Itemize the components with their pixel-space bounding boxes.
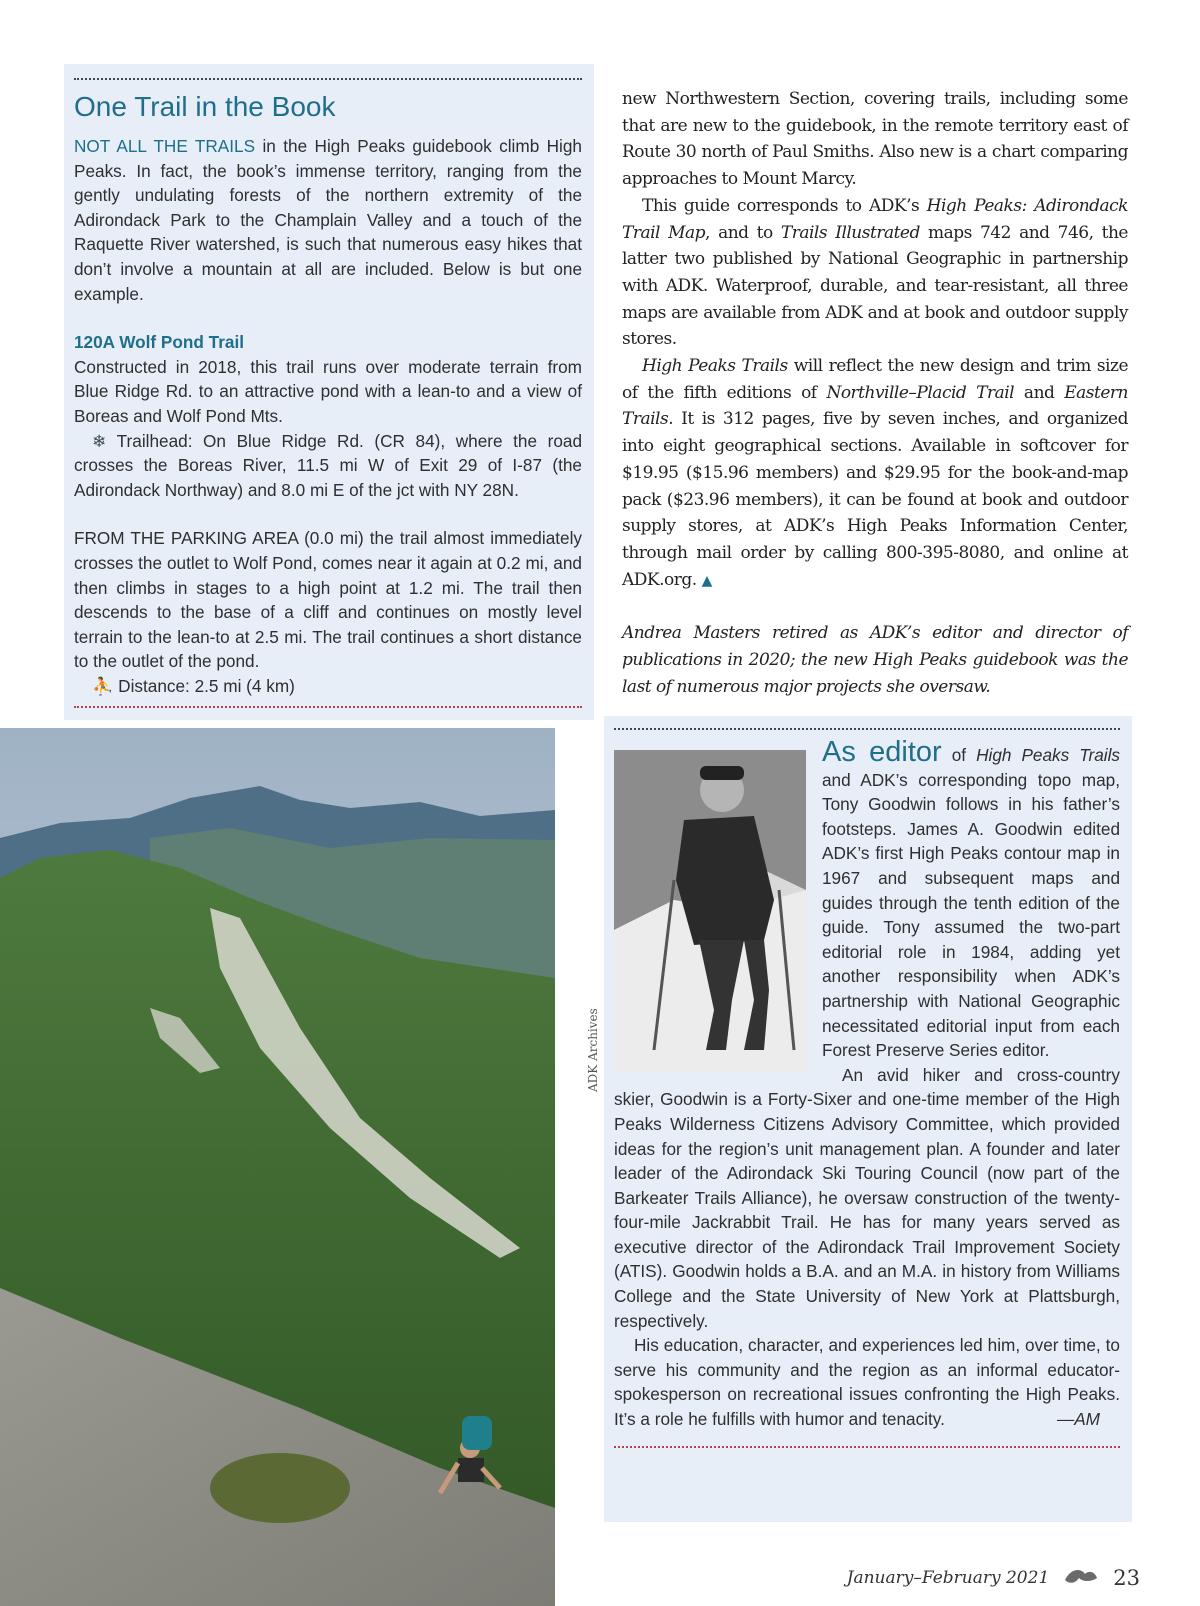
dotted-rule-bottom — [614, 1446, 1120, 1448]
p2-trails-illustrated: Trails Illustrated — [780, 222, 920, 243]
article-paragraph-1: new Northwestern Section, covering trails, including some that are new to the guidebook, in the remote territory east of Route 30 north of Paul Smiths. Also new is a chart comparing approaches to Mount Marcy. — [622, 89, 1128, 190]
intro-lead-caps: NOT ALL THE TRAILS — [74, 136, 256, 156]
article-column — [622, 86, 1128, 700]
editor-paragraph-2: An avid hiker and cross-country skier, Goodwin is a Forty-Sixer and one-time member of the High Peaks Wilderness Citizens Advisory Committee, which provided ideas for the region’s unit management plan. A founder and later leader of the Adirondack Ski Touring Council (now part of the Barkeater Trails Alliance), he oversaw construction of the twenty-four-mile Jackrabbit Trail. He has for many years served as executive director of the Adirondack Trail Improvement Society (ATIS). Goodwin holds a B.A. and an M.A. in history from Williams College and the State University of New York at Plattsburgh, respectively. — [614, 1064, 1120, 1331]
intro-text: in the High Peaks guidebook climb High Peaks. In fact, the book’s immense territory, ranging from the gently undulating forests of the northern extremity of the Adirondack Park to the Champlain Valley and a touch of the Raquette River watershed, is such that numerous easy hikes that don’t involve a mountain at all are included. Below is but one example. — [74, 136, 582, 304]
distance-text: Distance: 2.5 mi (4 km) — [113, 675, 295, 696]
article-paragraph-2 — [622, 193, 1128, 353]
trailhead-text: Trailhead: On Blue Ridge Rd. (CR 84), where the road crosses the Boreas River, 11.5 mi W of Exit 29 of I-87 (the Adirondack Northway) and 8.0 mi E of the jct with NY 28N. — [74, 430, 582, 500]
photo-credit: ADK Archives — [586, 1008, 600, 1092]
sidebar-intro — [74, 134, 582, 306]
page-number: 23 — [1113, 1566, 1140, 1590]
editor-paragraph-3 — [614, 1333, 1120, 1431]
page-footer — [847, 1566, 1140, 1590]
p3-npt-title: Northville–Placid Trail — [826, 382, 1015, 403]
distance-line — [74, 674, 582, 699]
p3-text-b: and — [1014, 382, 1065, 403]
dotted-rule-top — [74, 78, 582, 80]
sidebar-title: One Trail in the Book — [74, 91, 336, 122]
end-mark-icon: ▲ — [701, 572, 712, 589]
editor-text-1: and ADK’s corresponding topo map, Tony Goodwin follows in his father’s footsteps. James A. Goodwin edited ADK’s first High Peaks contour map in 1967 and subsequent maps and guides through the tenth edition of the guide. Tony assumed the two-part editorial role in 1984, adding yet another responsibility when ADK’s partnership with National Geographic necessitated editorial input from each Forest Preserve Series editor. — [822, 769, 1120, 1061]
hikers-icon: ⛹ — [92, 675, 114, 696]
p3-text-a: will reflect the new design and trim size of the fifth editions of — [622, 356, 1128, 403]
trailhead-paragraph — [74, 429, 582, 503]
p3-book-title: High Peaks Trails — [642, 356, 788, 377]
editor-heading: As editor — [822, 736, 942, 768]
sidebar-as-editor — [604, 716, 1132, 1522]
snowflake-icon: ❄ — [92, 430, 107, 451]
article-paragraph-3 — [622, 353, 1128, 594]
leaf-logo-icon — [1063, 1566, 1099, 1590]
portrait-photo — [614, 750, 806, 1072]
dotted-rule-top — [614, 728, 1120, 730]
mountain-slide-photo — [0, 728, 555, 1606]
editor-text-3: His education, character, and experiences led him, over time, to serve his community and the region as an informal educator-spokesperson on recreational issues confronting the High Peaks. It’s a role he fulfills with humor and tenacity. — [614, 1335, 1120, 1430]
route-description: FROM THE PARKING AREA (0.0 mi) the trail almost immediately crosses the outlet to Wolf Pond, comes near it again at 0.2 mi, and then climbs in stages to a high point at 1.2 mi. The trail then descends to the base of a cliff and continues on mostly level terrain to the lean-to at 2.5 mi. The trail continues a short distance to the outlet of the pond. — [74, 528, 582, 672]
p2-text-a: This guide corresponds to ADK’s — [642, 195, 927, 216]
dotted-rule-bottom — [74, 706, 582, 708]
p3-text-c: . It is 312 pages, five by seven inches, and organized into eight geographical sections. Available in softcover for $19.95 ($15.96 members) and $29.95 for the book-and-map pack ($23.96 members), it can be found at book and outdoor supply stores, at ADK’s High Peaks Information Center, through mail order by calling 800-395-8080, and online at ADK.org. — [622, 409, 1128, 590]
author-bio: Andrea Masters retired as ADK’s editor and director of publications in 2020; the new High Peaks guidebook was the last of numerous major projects she oversaw. — [622, 623, 1128, 697]
author-initials: —AM — [1057, 1409, 1100, 1430]
p3-eastern-title: Eastern Trails — [622, 382, 1128, 430]
p2-text-b: , and to — [705, 222, 781, 243]
trail-heading: 120A Wolf Pond Trail — [74, 332, 244, 353]
editor-book-title: High Peaks Trails — [976, 745, 1120, 765]
sidebar-one-trail — [64, 64, 594, 720]
editor-heading-of: of — [941, 745, 977, 765]
p2-map-title: High Peaks: Adirondack Trail Map — [622, 195, 1128, 243]
p2-text-c: maps 742 and 746, the latter two published by National Geographic in partnership with ADK. Waterproof, durable, and tear-resistant, all three maps are available from ADK and at book and outdoor supply stores. — [622, 222, 1128, 350]
trail-description: Constructed in 2018, this trail runs over moderate terrain from Blue Ridge Rd. to an attractive pond with a lean-to and a view of Boreas and Wolf Pond Mts. — [74, 356, 582, 426]
issue-date: January–February 2021 — [846, 1568, 1050, 1588]
